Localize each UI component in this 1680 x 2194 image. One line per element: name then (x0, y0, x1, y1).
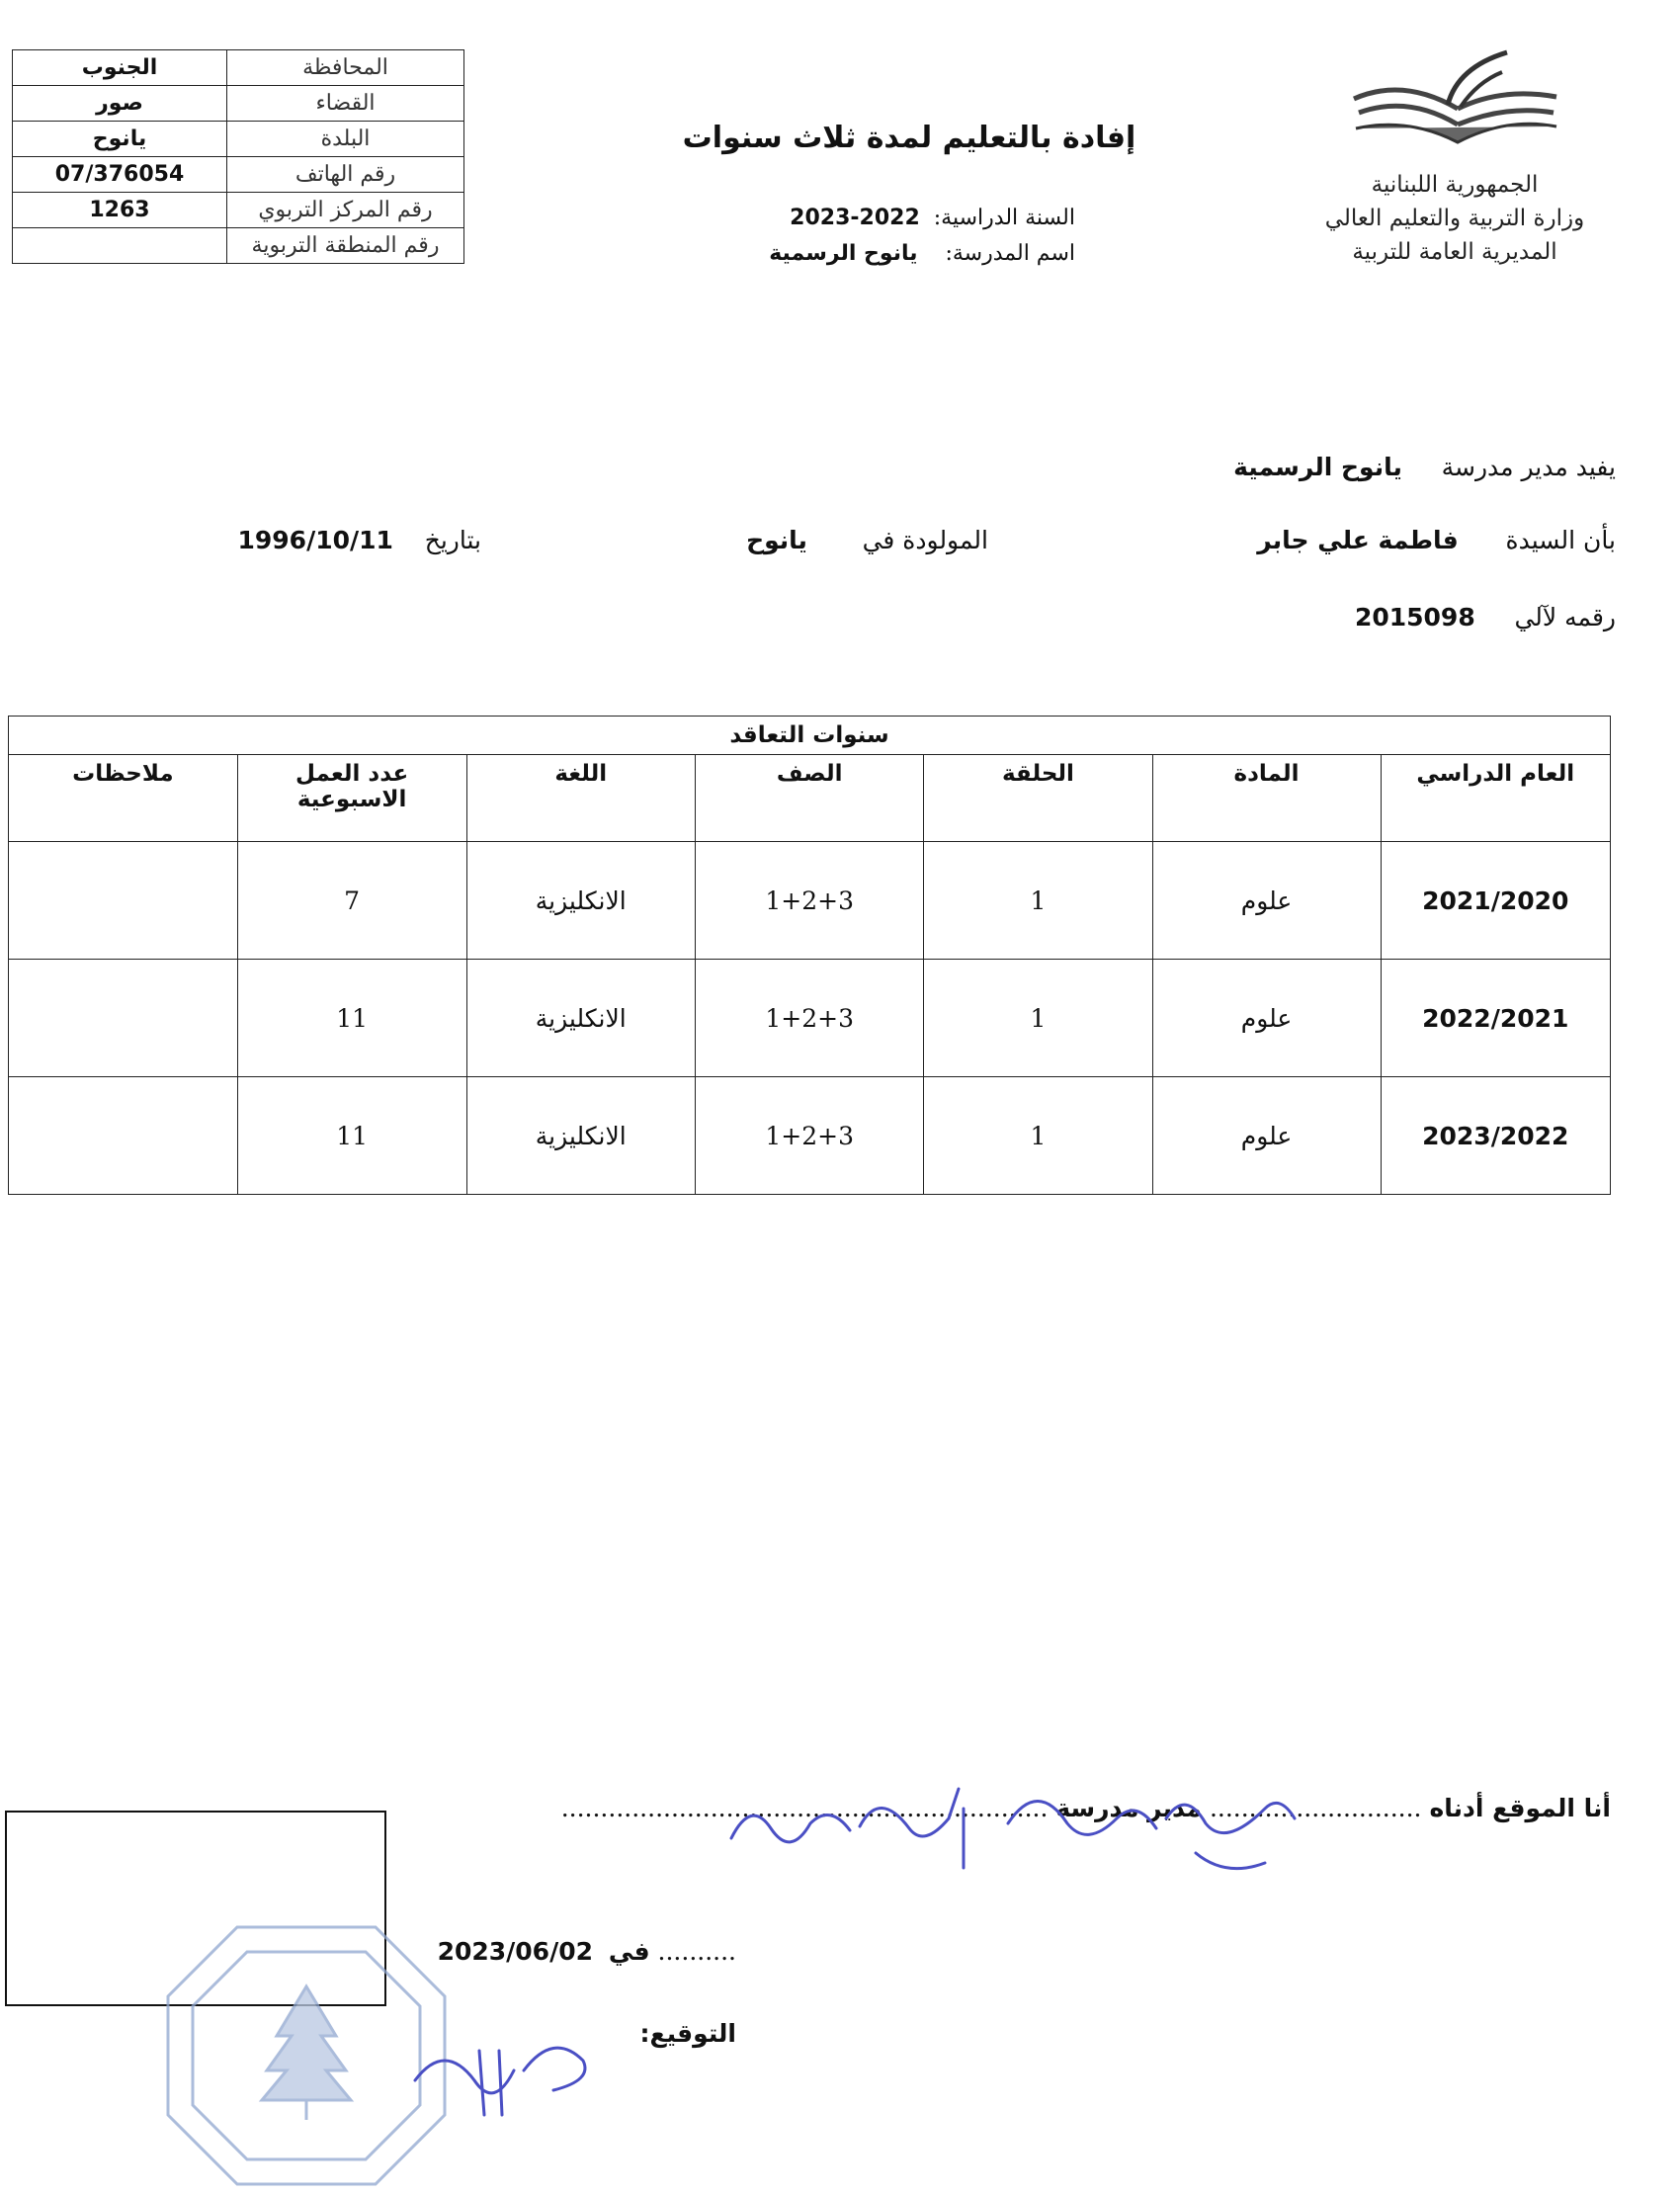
id-label: رقمه لآلي (1514, 603, 1616, 632)
school-dots: .............................................................. (560, 1794, 1049, 1822)
info-row (13, 50, 464, 86)
info-value: يانوح (13, 122, 227, 157)
date-dots: .......... (657, 1937, 736, 1966)
info-row (13, 193, 464, 228)
director-label: مدير مدرسة (1055, 1794, 1202, 1822)
info-row (13, 122, 464, 157)
cell-subject: علوم (1152, 1077, 1381, 1195)
handwritten-name-signature (712, 1769, 1314, 1878)
birthdate-line (237, 526, 481, 554)
handwritten-signature (405, 2021, 603, 2120)
info-row (13, 86, 464, 122)
info-value: 07/376054 (13, 157, 227, 193)
cell-year: 2022/2021 (1381, 960, 1610, 1077)
birth-date: 1996/10/11 (237, 526, 393, 554)
cell-language: الانكليزية (466, 1077, 695, 1195)
person-line (1257, 526, 1616, 554)
column-header: اللغة (466, 755, 695, 842)
cell-cycle: 1 (924, 960, 1152, 1077)
ministry-header (1297, 168, 1613, 269)
table-header-row (9, 755, 1611, 842)
date-label: بتاريخ (424, 526, 481, 554)
column-header: العام الدراسي (1381, 755, 1610, 842)
born-label: المولودة في (862, 526, 988, 554)
directorate-name: المديرية العامة للتربية (1352, 239, 1557, 265)
info-row (13, 228, 464, 264)
contract-years-table (8, 716, 1611, 1195)
ministry-logo (1344, 47, 1571, 156)
info-value: الجنوب (13, 50, 227, 86)
info-value: 1263 (13, 193, 227, 228)
cell-grade: 1+2+3 (695, 960, 923, 1077)
cell-grade: 1+2+3 (695, 842, 923, 960)
signature-line (640, 2019, 737, 2048)
info-value (13, 228, 227, 264)
cell-grade: 1+2+3 (695, 1077, 923, 1195)
info-value: صور (13, 86, 227, 122)
info-row (13, 157, 464, 193)
birthplace-line (746, 526, 988, 554)
date-line (438, 1937, 736, 1966)
info-label: المحافظة (227, 50, 464, 86)
school-year-label: السنة الدراسية: (933, 206, 1075, 230)
cell-subject: علوم (1152, 960, 1381, 1077)
cell-language: الانكليزية (466, 960, 695, 1077)
cell-subject: علوم (1152, 842, 1381, 960)
intro-school: يانوح الرسمية (1233, 453, 1402, 481)
school-name-label: اسم المدرسة: (945, 241, 1075, 266)
info-label: رقم الهاتف (227, 157, 464, 193)
signer-dots: ........................... (1209, 1794, 1422, 1822)
table-row (9, 842, 1611, 960)
intro-line (1233, 453, 1616, 481)
ministry-name: وزارة التربية والتعليم العالي (1324, 206, 1585, 231)
document-title: إفادة بالتعليم لمدة ثلاث سنوات (682, 121, 1136, 155)
cell-notes (9, 842, 238, 960)
school-name-value: يانوح الرسمية (769, 241, 918, 266)
table-row (9, 1077, 1611, 1195)
cell-year: 2023/2022 (1381, 1077, 1610, 1195)
column-header: عدد العمل الاسبوعية (237, 755, 466, 842)
column-header: المادة (1152, 755, 1381, 842)
table-row (9, 960, 1611, 1077)
cell-hours: 11 (237, 960, 466, 1077)
info-label: رقم المنطقة التربوية (227, 228, 464, 264)
cell-hours: 11 (237, 1077, 466, 1195)
cell-notes (9, 960, 238, 1077)
cell-year: 2021/2020 (1381, 842, 1610, 960)
person-name: فاطمة علي جابر (1257, 526, 1459, 554)
cell-language: الانكليزية (466, 842, 695, 960)
person-label: بأن السيدة (1505, 526, 1616, 554)
info-label: البلدة (227, 122, 464, 157)
cell-notes (9, 1077, 238, 1195)
column-header: ملاحظات (9, 755, 238, 842)
cell-cycle: 1 (924, 842, 1152, 960)
school-year-value: 2022-2023 (790, 206, 920, 230)
republic-name: الجمهورية اللبنانية (1371, 172, 1539, 198)
info-label: رقم المركز التربوي (227, 193, 464, 228)
cell-hours: 7 (237, 842, 466, 960)
table-caption: سنوات التعاقد (9, 717, 1611, 755)
signature-label: التوقيع: (639, 2019, 736, 2048)
date-value: 2023/06/02 (437, 1937, 593, 1966)
birth-place: يانوح (746, 526, 807, 554)
intro-label: يفيد مدير مدرسة (1441, 453, 1616, 481)
school-year-line (790, 206, 1075, 230)
school-info-table (12, 49, 464, 264)
info-label: القضاء (227, 86, 464, 122)
date-prefix: في (608, 1937, 650, 1966)
cell-cycle: 1 (924, 1077, 1152, 1195)
signer-label: أنا الموقع أدناه (1429, 1794, 1611, 1822)
id-value: 2015098 (1354, 603, 1475, 632)
column-header: الصف (695, 755, 923, 842)
column-header: الحلقة (924, 755, 1152, 842)
id-line (1355, 603, 1616, 632)
school-name-line (769, 241, 1075, 266)
